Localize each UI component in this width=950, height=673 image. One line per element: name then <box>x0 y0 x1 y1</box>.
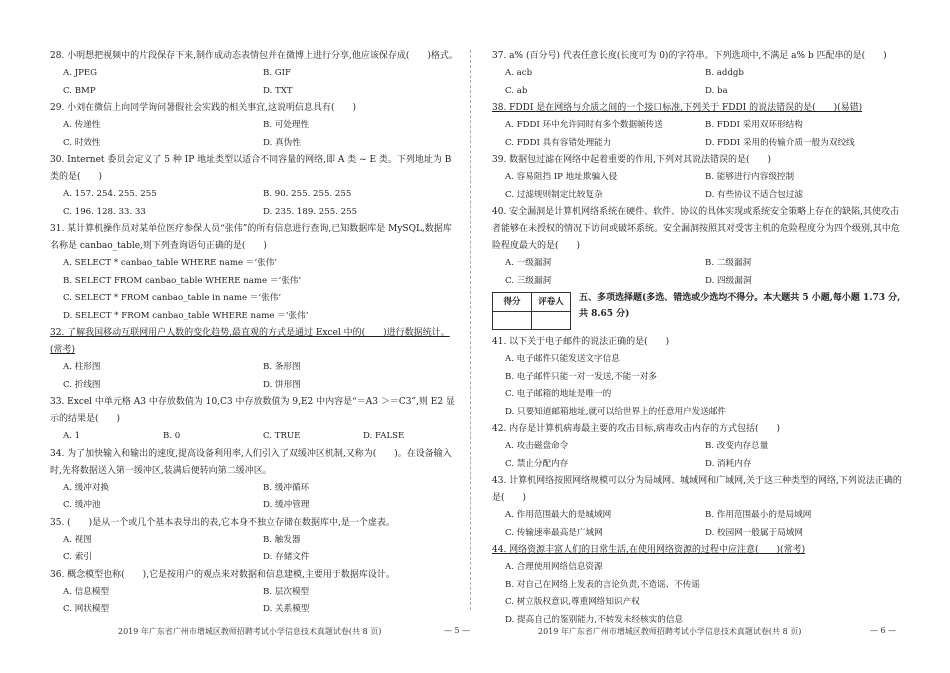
score-label: 得分 <box>493 293 532 312</box>
page-divider <box>470 50 472 610</box>
left-page-number: — 5 — <box>444 626 471 635</box>
answer-option: A. 信息模型 <box>63 586 110 597</box>
question-stem: 40. 安全漏洞是计算机网络系统在硬件、软件、协议的具体实现或系统安全策略上存在的缺陷,其使攻击者能够在未授权的情况下访问或破坏系统。安全漏洞按照其对受害主机的危险程度分为四个级别,其中危险程度最大的是( ) <box>492 207 900 251</box>
answer-option: D. 缓冲管理 <box>263 500 310 510</box>
question-stem: 29. 小刘在微信上向同学询问暑假社会实践的相关事宜,这说明信息具有( ) <box>50 103 357 113</box>
option-list <box>50 359 460 394</box>
question-text <box>50 325 460 359</box>
answer-option: D. 四级漏洞 <box>705 275 752 286</box>
answer-option: A. 柱形图 <box>63 362 101 372</box>
question-text <box>492 334 902 351</box>
answer-option: C. 折线图 <box>63 379 101 390</box>
question-stem: 34. 为了加快输入和输出的速度,提高设备利用率,人们引入了双缓冲区机制,又称为( )。在设备输入时,先将数据送入第一缓冲区,装满后便转向第二缓冲区。 <box>50 448 452 476</box>
question-text <box>492 473 902 507</box>
answer-option: D. 提高自己的鉴别能力,不转发未经核实的信息 <box>505 614 684 625</box>
answer-option: B. 条形图 <box>263 362 301 372</box>
answer-option: A. 作用范围最大的是城域网 <box>505 510 612 520</box>
grader-cell <box>532 312 571 330</box>
question-text <box>50 567 460 584</box>
answer-option: C. 传输速率最高是广域网 <box>505 527 603 538</box>
answer-option: A. 容易阻挡 IP 地址欺骗入侵 <box>505 172 618 182</box>
question-text <box>50 394 460 428</box>
answer-option: D. 只要知道邮箱地址,就可以给世界上的任意用户发送邮件 <box>505 406 727 417</box>
option-list <box>492 507 902 542</box>
question-stem: 28. 小明想把视频中的片段保存下来,制作成动态表情包并在微博上进行分享,他应该保存成( )格式。 <box>50 51 458 61</box>
grader-label: 评卷人 <box>532 293 571 312</box>
score-table <box>492 292 571 330</box>
answer-option: C. 三级漏洞 <box>505 275 552 286</box>
answer-option: C. 196. 128. 33. 33 <box>63 206 146 217</box>
answer-option: C. FDDI 具有容错处理能力 <box>505 137 612 148</box>
answer-option: C. 索引 <box>63 552 92 562</box>
option-list <box>492 117 902 152</box>
answer-option: D. FALSE <box>363 431 405 441</box>
answer-option: D. TXT <box>263 85 293 96</box>
right-page <box>492 48 902 629</box>
answer-option: B. 层次模型 <box>263 586 310 597</box>
answer-option: D. 校园网一般属于局域网 <box>705 527 803 538</box>
question-text <box>50 446 460 480</box>
question-stem: 41. 以下关于电子邮件的说法正确的是( ) <box>492 337 670 347</box>
score-cell <box>493 312 532 330</box>
question-stem: 35. ( )是从一个或几个基本表导出的表,它本身不独立存储在数据库中,是一个虚表。 <box>50 517 395 528</box>
answer-option: D. FDDI 采用的传输介质一般为双绞线 <box>705 137 855 148</box>
answer-option: C. ab <box>505 85 528 96</box>
option-list <box>50 480 460 515</box>
answer-option: B. 电子邮件只能一对一发送,不能一对多 <box>505 371 658 382</box>
answer-option: C. 树立版权意识,尊重网络知识产权 <box>505 597 640 607</box>
option-list <box>492 169 902 204</box>
answer-option: A. acb <box>505 68 533 78</box>
section-title: 五、多项选择题(多选、错选或少选均不得分。本大题共 5 小题,每小题 1.73 分,共 8.65 分) <box>579 293 901 319</box>
answer-option: A. JPEG <box>63 68 98 78</box>
answer-option: B. 可处理性 <box>263 120 310 130</box>
question-stem: 37. a% (百分号) 代表任意长度(长度可为 0)的字符串。下列选项中,不满足 a% b 匹配串的是( ) <box>492 51 887 61</box>
option-list <box>50 117 460 152</box>
answer-option: B. 二级漏洞 <box>705 258 752 268</box>
option-list <box>492 438 902 473</box>
answer-option: C. 电子邮箱的地址是唯一的 <box>505 389 612 399</box>
question-text <box>50 221 460 255</box>
answer-option: B. 改变内存总量 <box>705 441 769 451</box>
answer-option: B. addgb <box>705 68 744 78</box>
question-stem: 38. FDDI 是在网络与介质之间的一个接口标准,下列关于 FDDI 的说法错误的是( )(易错) <box>492 103 863 113</box>
question-text <box>50 48 460 65</box>
option-list <box>50 532 460 567</box>
section-header <box>492 290 902 330</box>
question-stem: 32. 了解我国移动互联网用户人数的变化趋势,最直观的方式是通过 Excel 中的( )进行数据统计。(常考) <box>50 328 450 355</box>
question-text <box>492 100 902 117</box>
answer-option: B. 0 <box>163 431 181 441</box>
question-stem: 33. Excel 中单元格 A3 中存放数值为 10,C3 中存放数值为 9,E2 中内容是“＝A3 ＞＝C3”,则 E2 显示的结果是( ) <box>50 397 455 424</box>
answer-option: D. 消耗内存 <box>705 458 752 469</box>
answer-option: A. 电子邮件只能发送文字信息 <box>505 354 620 364</box>
answer-option: B. SELECT FROM canbao_table WHERE name ＝‘张伟’ <box>63 275 302 286</box>
answer-option: C. TRUE <box>263 431 301 441</box>
option-list <box>50 186 460 221</box>
question-stem: 31. 某计算机操作员对某单位医疗参保人员“张伟”的所有信息进行查询,已知数据库是 MySQL,数据库名称是 canbao_table,则下列查询语句正确的是( ) <box>50 224 452 251</box>
answer-option: B. 作用范围最小的是局域网 <box>705 510 812 520</box>
answer-option: B. 对自己在网络上发表的言论负责,不造谣、不传谣 <box>505 579 700 590</box>
option-list <box>492 351 902 421</box>
answer-option: C. BMP <box>63 85 96 96</box>
answer-option: D. SELECT * FROM canbao_table WHERE name ＝‘张伟’ <box>63 310 309 321</box>
answer-option: A. 攻击磁盘命令 <box>505 441 569 451</box>
question-stem: 36. 概念模型也称( ),它是按用户的观点来对数据和信息建模,主要用于数据库设计。 <box>50 569 395 580</box>
question-text <box>492 542 902 559</box>
question-text <box>50 152 460 186</box>
answer-option: D. 有些协议不适合包过滤 <box>705 189 803 200</box>
answer-option: C. SELECT * FROM canbao_table in name ＝‘张伟’ <box>63 293 282 303</box>
question-text <box>492 152 902 169</box>
question-stem: 39. 数据包过滤在网络中起着重要的作用,下列对其说法错误的是( ) <box>492 155 772 165</box>
answer-option: B. 90. 255. 255. 255 <box>263 189 352 199</box>
answer-option: D. ba <box>705 85 728 96</box>
answer-option: C. 过滤规则制定比较复杂 <box>505 189 603 200</box>
answer-option: A. 缓冲对换 <box>63 482 110 493</box>
question-stem: 42. 内存是计算机病毒最主要的攻击目标,病毒攻击内存的方式包括( ) <box>492 424 781 434</box>
answer-option: D. 饼形图 <box>263 379 301 390</box>
question-stem: 30. Internet 委员会定义了 5 种 IP 地址类型以适合不同容量的网络,即 A 类 ~ E 类。下列地址为 B 类的是( ) <box>50 155 452 182</box>
answer-option: C. 缓冲池 <box>63 500 101 510</box>
right-footer: 2019 年广东省广州市增城区教师招聘考试小学信息技术真题试卷(共 8 页) <box>538 627 802 636</box>
answer-option: A. 157. 254. 255. 255 <box>63 189 157 199</box>
option-list <box>50 428 460 446</box>
answer-option: A. 传递性 <box>63 120 101 130</box>
answer-option: B. 触发器 <box>263 534 301 545</box>
option-list <box>50 65 460 100</box>
answer-option: A. SELECT * canbao_table WHERE name ＝‘张伟’ <box>63 258 278 268</box>
question-stem: 43. 计算机网络按照网络规模可以分为局域网、城域网和广域网,关于这三种类型的网络,下列说法正确的是( ) <box>492 476 902 503</box>
answer-option: B. GIF <box>263 68 292 78</box>
answer-option: A. 视图 <box>63 534 92 545</box>
answer-option: D. 真伪性 <box>263 137 301 148</box>
question-stem: 44. 网络资源丰富人们的日常生活,在使用网络资源的过程中应注意( )(常考) <box>492 545 806 555</box>
answer-option: B. FDDI 采用双环形结构 <box>705 120 803 130</box>
answer-option: A. 一级漏洞 <box>505 258 552 268</box>
answer-option: A. 1 <box>63 431 81 441</box>
answer-option: B. 能够进行内容级控制 <box>705 172 795 182</box>
answer-option: A. FDDI 环中允许同时有多个数据帧传送 <box>505 120 663 130</box>
option-list <box>50 584 460 619</box>
question-text <box>50 100 460 117</box>
answer-option: D. 235. 189. 255. 255 <box>263 206 358 217</box>
answer-option: D. 关系模型 <box>263 604 310 614</box>
right-page-number: — 6 — <box>870 626 897 635</box>
answer-option: C. 禁止分配内存 <box>505 458 569 469</box>
answer-option: A. 合理使用网络信息资源 <box>505 562 603 572</box>
option-list <box>492 559 902 629</box>
option-list <box>50 255 460 325</box>
left-page <box>50 48 460 619</box>
question-text <box>492 421 902 438</box>
answer-option: B. 缓冲循环 <box>263 482 310 493</box>
option-list <box>492 65 902 100</box>
left-footer: 2019 年广东省广州市增城区教师招聘考试小学信息技术真题试卷(共 8 页) <box>118 627 382 636</box>
option-list <box>492 255 902 290</box>
answer-option: C. 网状模型 <box>63 604 110 614</box>
question-text <box>492 204 902 255</box>
question-text <box>492 48 902 65</box>
answer-option: C. 时效性 <box>63 137 101 148</box>
answer-option: D. 存储文件 <box>263 552 310 562</box>
question-text <box>50 515 460 532</box>
